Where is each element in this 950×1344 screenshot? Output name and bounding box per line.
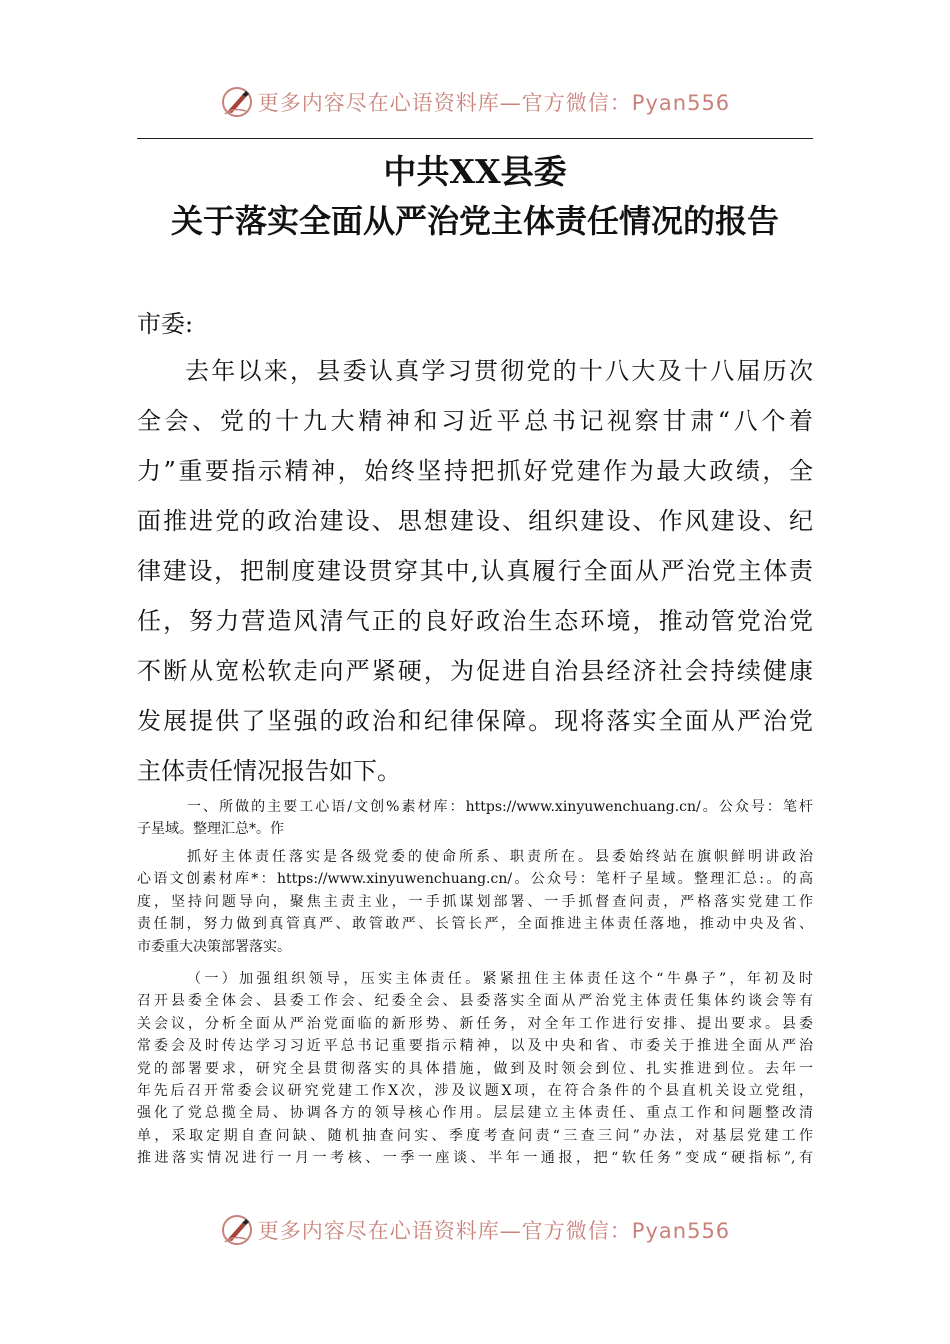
document-title-line2: 关于落实全面从严治党主体责任情况的报告: [170, 202, 779, 240]
footer-banner: [0, 1210, 950, 1250]
intro-line: 全会、党的十九大精神和习近平总书记视察甘肃“八个着: [137, 407, 813, 435]
body-line: 推进落实情况进行一月一考核、一季一座谈、半年一通报，把“软任务”变成“硬指标”,有: [137, 1150, 813, 1167]
body-line: 强化了党总揽全局、协调各方的领导核心作用。层层建立主体责任、重点工作和问题整改清: [137, 1105, 813, 1122]
body-line: 党的部署要求，研究全县贯彻落实的具体措施，做到及时领会到位、扎实推进到位。去年一: [137, 1060, 813, 1077]
pen-logo-icon: [220, 1213, 254, 1247]
intro-line: 主体责任情况报告如下。: [137, 757, 401, 785]
section-heading-paragraph: [137, 796, 813, 841]
intro-line: 面推进党的政治建设、思想建设、组织建设、作风建设、纪: [137, 507, 813, 535]
intro-line: 去年以来，县委认真学习贯彻党的十八大及十八届历次: [185, 357, 813, 385]
document-title-line1: 中共XX县委: [383, 152, 567, 191]
body-line: 心语文创素材库*：https://www.xinyuwenchuang.cn/。公众号：笔杆子星域。整理汇总:。的高: [137, 871, 813, 888]
intro-line: 律建设，把制度建设贯穿其中,认真履行全面从严治党主体责: [137, 557, 813, 585]
body-paragraph-3: [137, 968, 813, 1170]
body-line: 常委会及时传达学习习近平总书记重要指示精神，以及中央和省、市委关于推进全面从严治: [137, 1038, 813, 1055]
body-line: 抓好主体责任落实是各级党委的使命所系、职责所在。县委始终站在旗帜鲜明讲政治: [187, 849, 813, 865]
banner-text: 更多内容尽在心语资料库—官方微信：Pyan556: [257, 91, 731, 115]
intro-line: 任，努力营造风清气正的良好政治生态环境，推动管党治党: [137, 607, 813, 635]
banner-text: 更多内容尽在心语资料库—官方微信：Pyan556: [257, 1219, 731, 1243]
intro-line: 发展提供了坚强的政治和纪律保障。现将落实全面从严治党: [137, 707, 813, 735]
body-line: （一）加强组织领导，压实主体责任。紧紧扭住主体责任这个“牛鼻子”，年初及时: [187, 971, 813, 987]
body-line: 子星域。整理汇总*。作: [137, 821, 284, 838]
body-line: 一、所做的主要工心语/文创%素材库：https://www.xinyuwenchuang.cn/。公众号：笔杆: [187, 799, 813, 815]
salutation: 市委:: [137, 310, 194, 338]
body-line: 召开县委全体会、县委工作会、纪委全会、县委落实全面从严治党主体责任集体约谈会等有: [137, 993, 813, 1010]
body-paragraph-2: [137, 846, 813, 958]
body-line: 关会议，分析全面从严治党面临的新形势、新任务，对全年工作进行安排、提出要求。县委: [137, 1015, 813, 1032]
body-line: 年先后召开常委会议研究党建工作X次，涉及议题X项，在符合条件的个县直机关设立党组，: [137, 1082, 813, 1099]
body-line: 责任制，努力做到真管真严、敢管敢严、长管长严，全面推进主体责任落地，推动中央及省、: [137, 916, 813, 933]
body-line: 单，采取定期自查问缺、随机抽查问实、季度考查问责“三查三问”办法，对基层党建工作: [137, 1127, 813, 1144]
intro-paragraph: [137, 346, 813, 796]
header-banner: [0, 82, 950, 122]
body-line: 市委重大决策部署落实。: [137, 938, 291, 955]
body-line: 度，坚持问题导向，聚焦主责主业，一手抓谋划部署、一手抓督查问责，严格落实党建工作: [137, 893, 813, 910]
header-rule: [137, 138, 813, 139]
intro-line: 不断从宽松软走向严紧硬，为促进自治县经济社会持续健康: [137, 657, 813, 685]
pen-logo-icon: [220, 85, 254, 119]
intro-line: 力”重要指示精神，始终坚持把抓好党建作为最大政绩，全: [137, 457, 813, 485]
